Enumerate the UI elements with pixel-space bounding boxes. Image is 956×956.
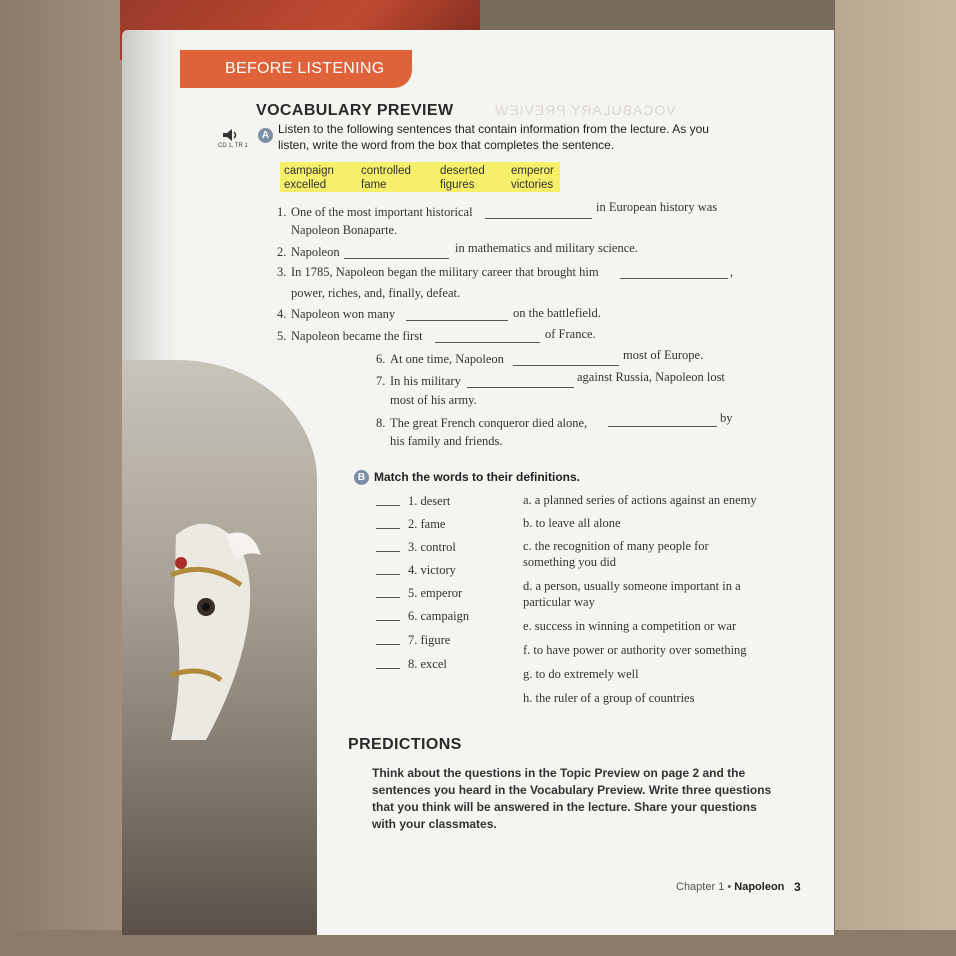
- word-box-item: fame: [361, 179, 387, 191]
- match-blank[interactable]: [376, 597, 400, 598]
- definition-item: b. to leave all alone: [523, 516, 621, 530]
- match-word: 5. emperor: [408, 586, 463, 600]
- answer-blank[interactable]: [406, 320, 508, 321]
- word-box-item: deserted: [440, 165, 485, 177]
- answer-blank[interactable]: [435, 342, 540, 343]
- word-box: [280, 162, 560, 192]
- word-box-item: excelled: [284, 179, 327, 191]
- sentence-text: One of the most important historical: [291, 205, 473, 219]
- definition-item: c. the recognition of many people for something you did: [523, 539, 709, 569]
- part-a-instruction: Listen to the following sentences that contain information from the lecture. As you listen, write the word from the box that completes the sentence.: [278, 122, 709, 152]
- match-blank[interactable]: [376, 528, 400, 529]
- match-blank[interactable]: [376, 668, 400, 669]
- section-header-band: [180, 50, 412, 88]
- page-number: 3: [794, 880, 801, 894]
- match-word: 3. control: [408, 540, 456, 554]
- match-word: 6. campaign: [408, 609, 470, 623]
- sentence-text: Napoleon became the first: [291, 329, 423, 343]
- sentence-text: his family and friends.: [390, 434, 503, 448]
- match-blank[interactable]: [376, 620, 400, 621]
- definition-item: f. to have power or authority over something: [523, 643, 747, 657]
- textbook-page: [122, 30, 834, 935]
- definition-item: h. the ruler of a group of countries: [523, 691, 695, 705]
- answer-blank[interactable]: [467, 387, 574, 388]
- sentence-text: by: [720, 411, 733, 425]
- bleed-through-text: VOCABULARY PREVIEW: [494, 102, 676, 118]
- part-b-badge: B: [354, 470, 369, 485]
- predictions-text: Think about the questions in the Topic Preview on page 2 and the sentences you heard in the Vocabulary Preview. Write three questions that you think will be answered in the lecture. Share your questions with your classmates.: [372, 766, 772, 831]
- word-box-item: figures: [440, 179, 475, 191]
- sentence-text: The great French conqueror died alone,: [390, 416, 588, 430]
- part-a-badge: A: [258, 128, 273, 143]
- sentence-text: Napoleon won many: [291, 307, 396, 321]
- word-box-item: controlled: [361, 165, 411, 177]
- sentence-text: Napoleon Bonaparte.: [291, 223, 398, 237]
- sentence-number: 4.: [277, 307, 287, 321]
- match-word: 1. desert: [408, 494, 451, 508]
- definition-item: a. a planned series of actions against an enemy: [523, 493, 757, 507]
- sentence-number: 7.: [376, 374, 386, 388]
- match-word: 2. fame: [408, 517, 446, 531]
- answer-blank[interactable]: [513, 365, 619, 366]
- sentence-text: power, riches, and, finally, defeat.: [291, 286, 461, 300]
- section-header-label: BEFORE LISTENING: [225, 60, 385, 77]
- part-b-instruction: Match the words to their definitions.: [374, 470, 581, 484]
- sentence-text: most of his army.: [390, 393, 477, 407]
- footer-separator: •: [724, 881, 735, 893]
- answer-blank[interactable]: [608, 426, 717, 427]
- desk-background-right: [835, 0, 956, 956]
- sentence-number: 5.: [277, 329, 287, 343]
- cd-track-label: CD 1, TR 1: [218, 143, 248, 149]
- sentence-number: 2.: [277, 245, 287, 259]
- footer-chapter: Chapter 1: [676, 881, 725, 893]
- horse-illustration: [122, 360, 317, 935]
- sentence-number: 8.: [376, 416, 386, 430]
- definition-item: d. a person, usually someone important in a particular way: [523, 579, 741, 609]
- sentence-text: Napoleon: [291, 245, 340, 259]
- sentence-text: In his military: [390, 374, 461, 388]
- speaker-icon[interactable]: [222, 128, 240, 142]
- sentence-text: In 1785, Napoleon began the military career that brought him: [291, 265, 599, 279]
- definition-item: g. to do extremely well: [523, 667, 639, 681]
- definition-item: e. success in winning a competition or war: [523, 619, 737, 633]
- horse-head-icon: [166, 515, 261, 745]
- sentence-text: against Russia, Napoleon lost: [577, 370, 725, 384]
- sentence-text: ,: [730, 265, 734, 279]
- vocab-preview-title: VOCABULARY PREVIEW: [256, 102, 454, 119]
- predictions-title: PREDICTIONS: [348, 736, 462, 753]
- sentence-number: 1.: [277, 205, 287, 219]
- match-blank[interactable]: [376, 505, 400, 506]
- sentence-text: most of Europe.: [623, 348, 704, 362]
- match-blank[interactable]: [376, 551, 400, 552]
- word-box-item: victories: [511, 179, 554, 191]
- sentence-number: 6.: [376, 352, 386, 366]
- sentence-text: in mathematics and military science.: [455, 241, 638, 255]
- desk-background-left: [0, 0, 125, 956]
- answer-blank[interactable]: [620, 278, 728, 279]
- answer-blank[interactable]: [344, 258, 449, 259]
- sentence-text: of France.: [545, 327, 596, 341]
- word-box-item: campaign: [284, 165, 334, 177]
- match-blank[interactable]: [376, 574, 400, 575]
- match-word: 8. excel: [408, 657, 447, 671]
- sentence-text: At one time, Napoleon: [390, 352, 504, 366]
- match-word: 4. victory: [408, 563, 456, 577]
- sentence-text: on the battlefield.: [513, 306, 601, 320]
- match-word: 7. figure: [408, 633, 451, 647]
- sentence-number: 3.: [277, 265, 287, 279]
- page-footer: [676, 881, 784, 893]
- word-box-item: emperor: [511, 165, 554, 177]
- match-blank[interactable]: [376, 644, 400, 645]
- answer-blank[interactable]: [485, 218, 592, 219]
- footer-topic: Napoleon: [734, 881, 785, 893]
- sentence-text: in European history was: [596, 200, 718, 214]
